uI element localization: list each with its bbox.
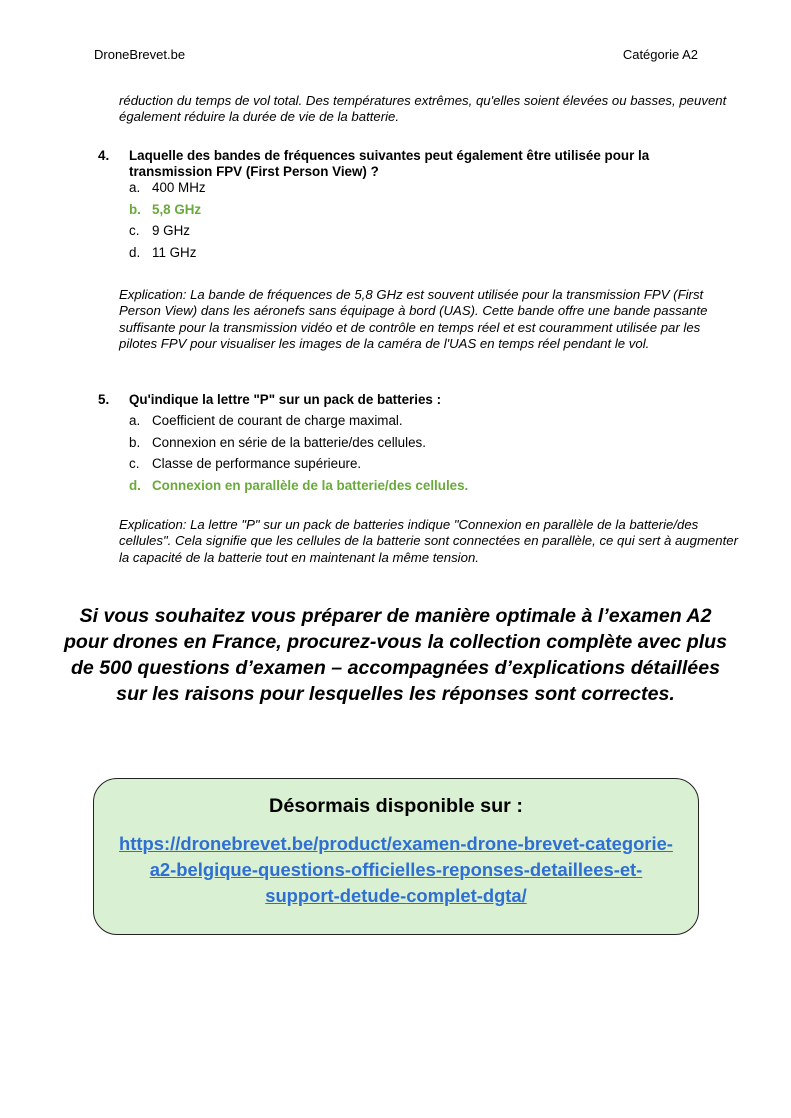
question-5 <box>98 392 718 408</box>
product-link[interactable]: https://dronebrevet.be/product/examen-drone-brevet-categorie-a2-belgique-questions-officielles-reponses-detaillees-et-support-detude-complet-dgta/ <box>119 833 673 906</box>
answer-options-q5 <box>129 410 468 496</box>
cta-box <box>93 778 699 935</box>
explanation-continued: réduction du temps de vol total. Des températures extrêmes, qu'elles soient élevées ou basses, peuvent également réduire la durée de vie de la batterie. <box>119 93 727 125</box>
promo-text: Si vous souhaitez vous préparer de manière optimale à l’examen A2 pour drones en France, procurez-vous la collection complète avec plus de 500 questions d’examen – accompagnées d’explications détaillées sur les raisons pour lesquelles les réponses sont correctes. <box>63 605 728 705</box>
answer-option: c. Classe de performance supérieure. <box>129 456 362 471</box>
answer-option: b. Connexion en série de la batterie/des cellules. <box>129 434 426 450</box>
explanation-q4: Explication: La bande de fréquences de 5,8 GHz est souvent utilisée pour la transmission FPV (First Person View) dans les aéronefs sans équipage à bord (UAS). Cette bande offre une bande passante suffisante pour la transmission vidéo et de contrôle en temps réel et est couramment utilisée par les pilotes FPV pour visualiser les images de la caméra de l'UAS en temps réel pendant le vol. <box>119 287 708 352</box>
answer-option: a. Coefficient de courant de charge maximal. <box>129 413 403 428</box>
answer-options-q4 <box>129 177 206 263</box>
question-text: Laquelle des bandes de fréquences suivantes peut également être utilisée pour la transmission FPV (First Person View) ? <box>129 148 650 180</box>
answer-option: c. 9 GHz <box>129 223 190 238</box>
explanation-q5: Explication: La lettre "P" sur un pack de batteries indique "Connexion en parallèle de la batterie/des cellules". Cela signifie que les cellules de la batterie sont connectées en parallèle, ce qui sert à augmenter la capacité de la batterie tout en maintenant la même tension. <box>119 517 738 565</box>
question-number: 5. <box>98 392 110 407</box>
answer-option-correct: b. 5,8 GHz <box>129 201 202 217</box>
answer-option: d. 11 GHz <box>129 244 197 260</box>
answer-option-correct: d. Connexion en parallèle de la batterie/des cellules. <box>129 477 469 493</box>
answer-option: a. 400 MHz <box>129 180 206 195</box>
question-number: 4. <box>98 148 110 163</box>
header-site-name: DroneBrevet.be <box>94 47 186 62</box>
cta-title: Désormais disponible sur : <box>269 795 523 817</box>
question-4 <box>98 148 718 181</box>
header-category: Catégorie A2 <box>622 47 698 62</box>
page-header <box>94 47 698 62</box>
question-text: Qu'indique la lettre "P" sur un pack de batteries : <box>129 392 442 407</box>
